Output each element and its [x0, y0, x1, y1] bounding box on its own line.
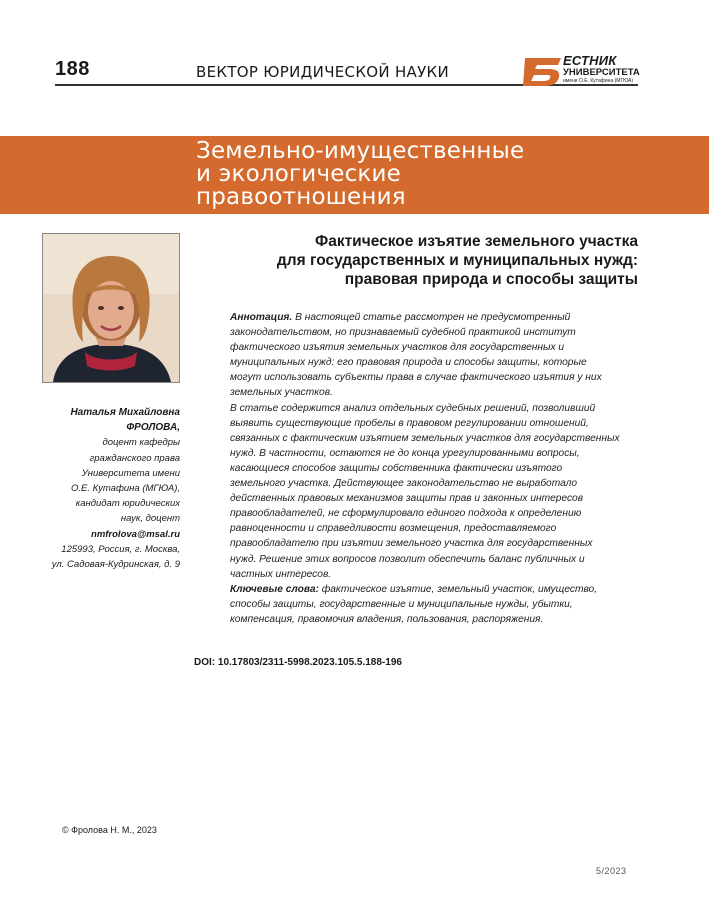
author-address: 125993, Россия, г. Москва, [61, 543, 180, 555]
author-address: ул. Садовая-Кудринская, д. 9 [51, 559, 180, 571]
author-degree: кандидат юридических [75, 498, 180, 510]
section-title-line: и экологические [196, 161, 402, 187]
section-title-line: правоотношения [196, 184, 406, 210]
author-surname: ФРОЛОВА, [126, 422, 180, 434]
logo-line-3: имени О.Е. Кутафина (МГЮА) [563, 78, 634, 84]
abstract-paragraph-1 [230, 310, 620, 401]
author-portrait-icon [43, 234, 179, 382]
author-position: О.Е. Кутафина (МГЮА), [70, 483, 180, 495]
issue-number: 5/2023 [596, 866, 627, 876]
abstract-label: Аннотация. [230, 312, 293, 323]
logo-line-1: ЕСТНИК [563, 53, 617, 68]
page-number: 188 [55, 58, 90, 80]
author-position: Университета имени [81, 467, 180, 479]
section-title [196, 140, 616, 209]
keywords-label: Ключевые слова: [230, 583, 319, 595]
author-position: доцент кафедры [102, 437, 180, 449]
journal-title: ВЕКТОР ЮРИДИЧЕСКОЙ НАУКИ [196, 63, 450, 81]
author-position: гражданского права [89, 452, 180, 464]
logo-line-2: УНИВЕРСИТЕТА [563, 67, 640, 78]
author-info [30, 405, 180, 572]
copyright: © Фролова Н. М., 2023 [62, 825, 157, 835]
abstract [230, 310, 620, 627]
article-title [220, 232, 638, 289]
author-name: Наталья Михайловна [70, 407, 180, 418]
author-degree: наук, доцент [120, 513, 180, 525]
abstract-text-1: В настоящей статье рассмотрен не предусмотренный законодательством, но признаваемый судебной практикой институт фактического изъятия земельных участков для государственных и муниципальных нужд: его правовая природа и способы защиты, которые могут использовать субъекты права в случае фактического изъятия у них земельных участков. [230, 312, 602, 399]
keywords [230, 582, 620, 627]
article-title-line: правовая природа и способы защиты [344, 271, 638, 288]
article-title-line: для государственных и муниципальных нужд: [276, 252, 638, 269]
section-title-line: Земельно-имущественные [196, 138, 525, 164]
keywords-text: фактическое изъятие, земельный участок, имущество, способы защиты, государственные и муниципальные нужды, убытки, компенсация, правомочия владения, пользования, распоряжения. [230, 583, 598, 625]
author-photo [42, 233, 180, 383]
doi[interactable]: DOI: 10.17803/2311-5998.2023.105.5.188-196 [194, 657, 402, 668]
abstract-paragraph-2: В статье содержится анализ отдельных судебных решений, позволивший выявить существующие пробелы в правовом регулировании отношений, связанных с фактическим изъятием земельных участков для государственных нужд. В частности, остаются не до конца урегулированными вопросы, касающиеся способов защиты собственника фактически изъятого земельного участка. Действующее законодательство не выработало действенных правовых механизмов защиты прав и законных интересов правообладателей, не сформулировало единого подхода к определению равноценности и справедливости возмещения, предоставляемого правообладателю при изъятии земельного участка для государственных нужд. Решение этих вопросов позволит обеспечить баланс публичных и частных интересов. [230, 402, 620, 580]
author-email[interactable]: nmfrolova@msal.ru [91, 528, 180, 540]
article-title-line: Фактическое изъятие земельного участка [314, 233, 638, 250]
